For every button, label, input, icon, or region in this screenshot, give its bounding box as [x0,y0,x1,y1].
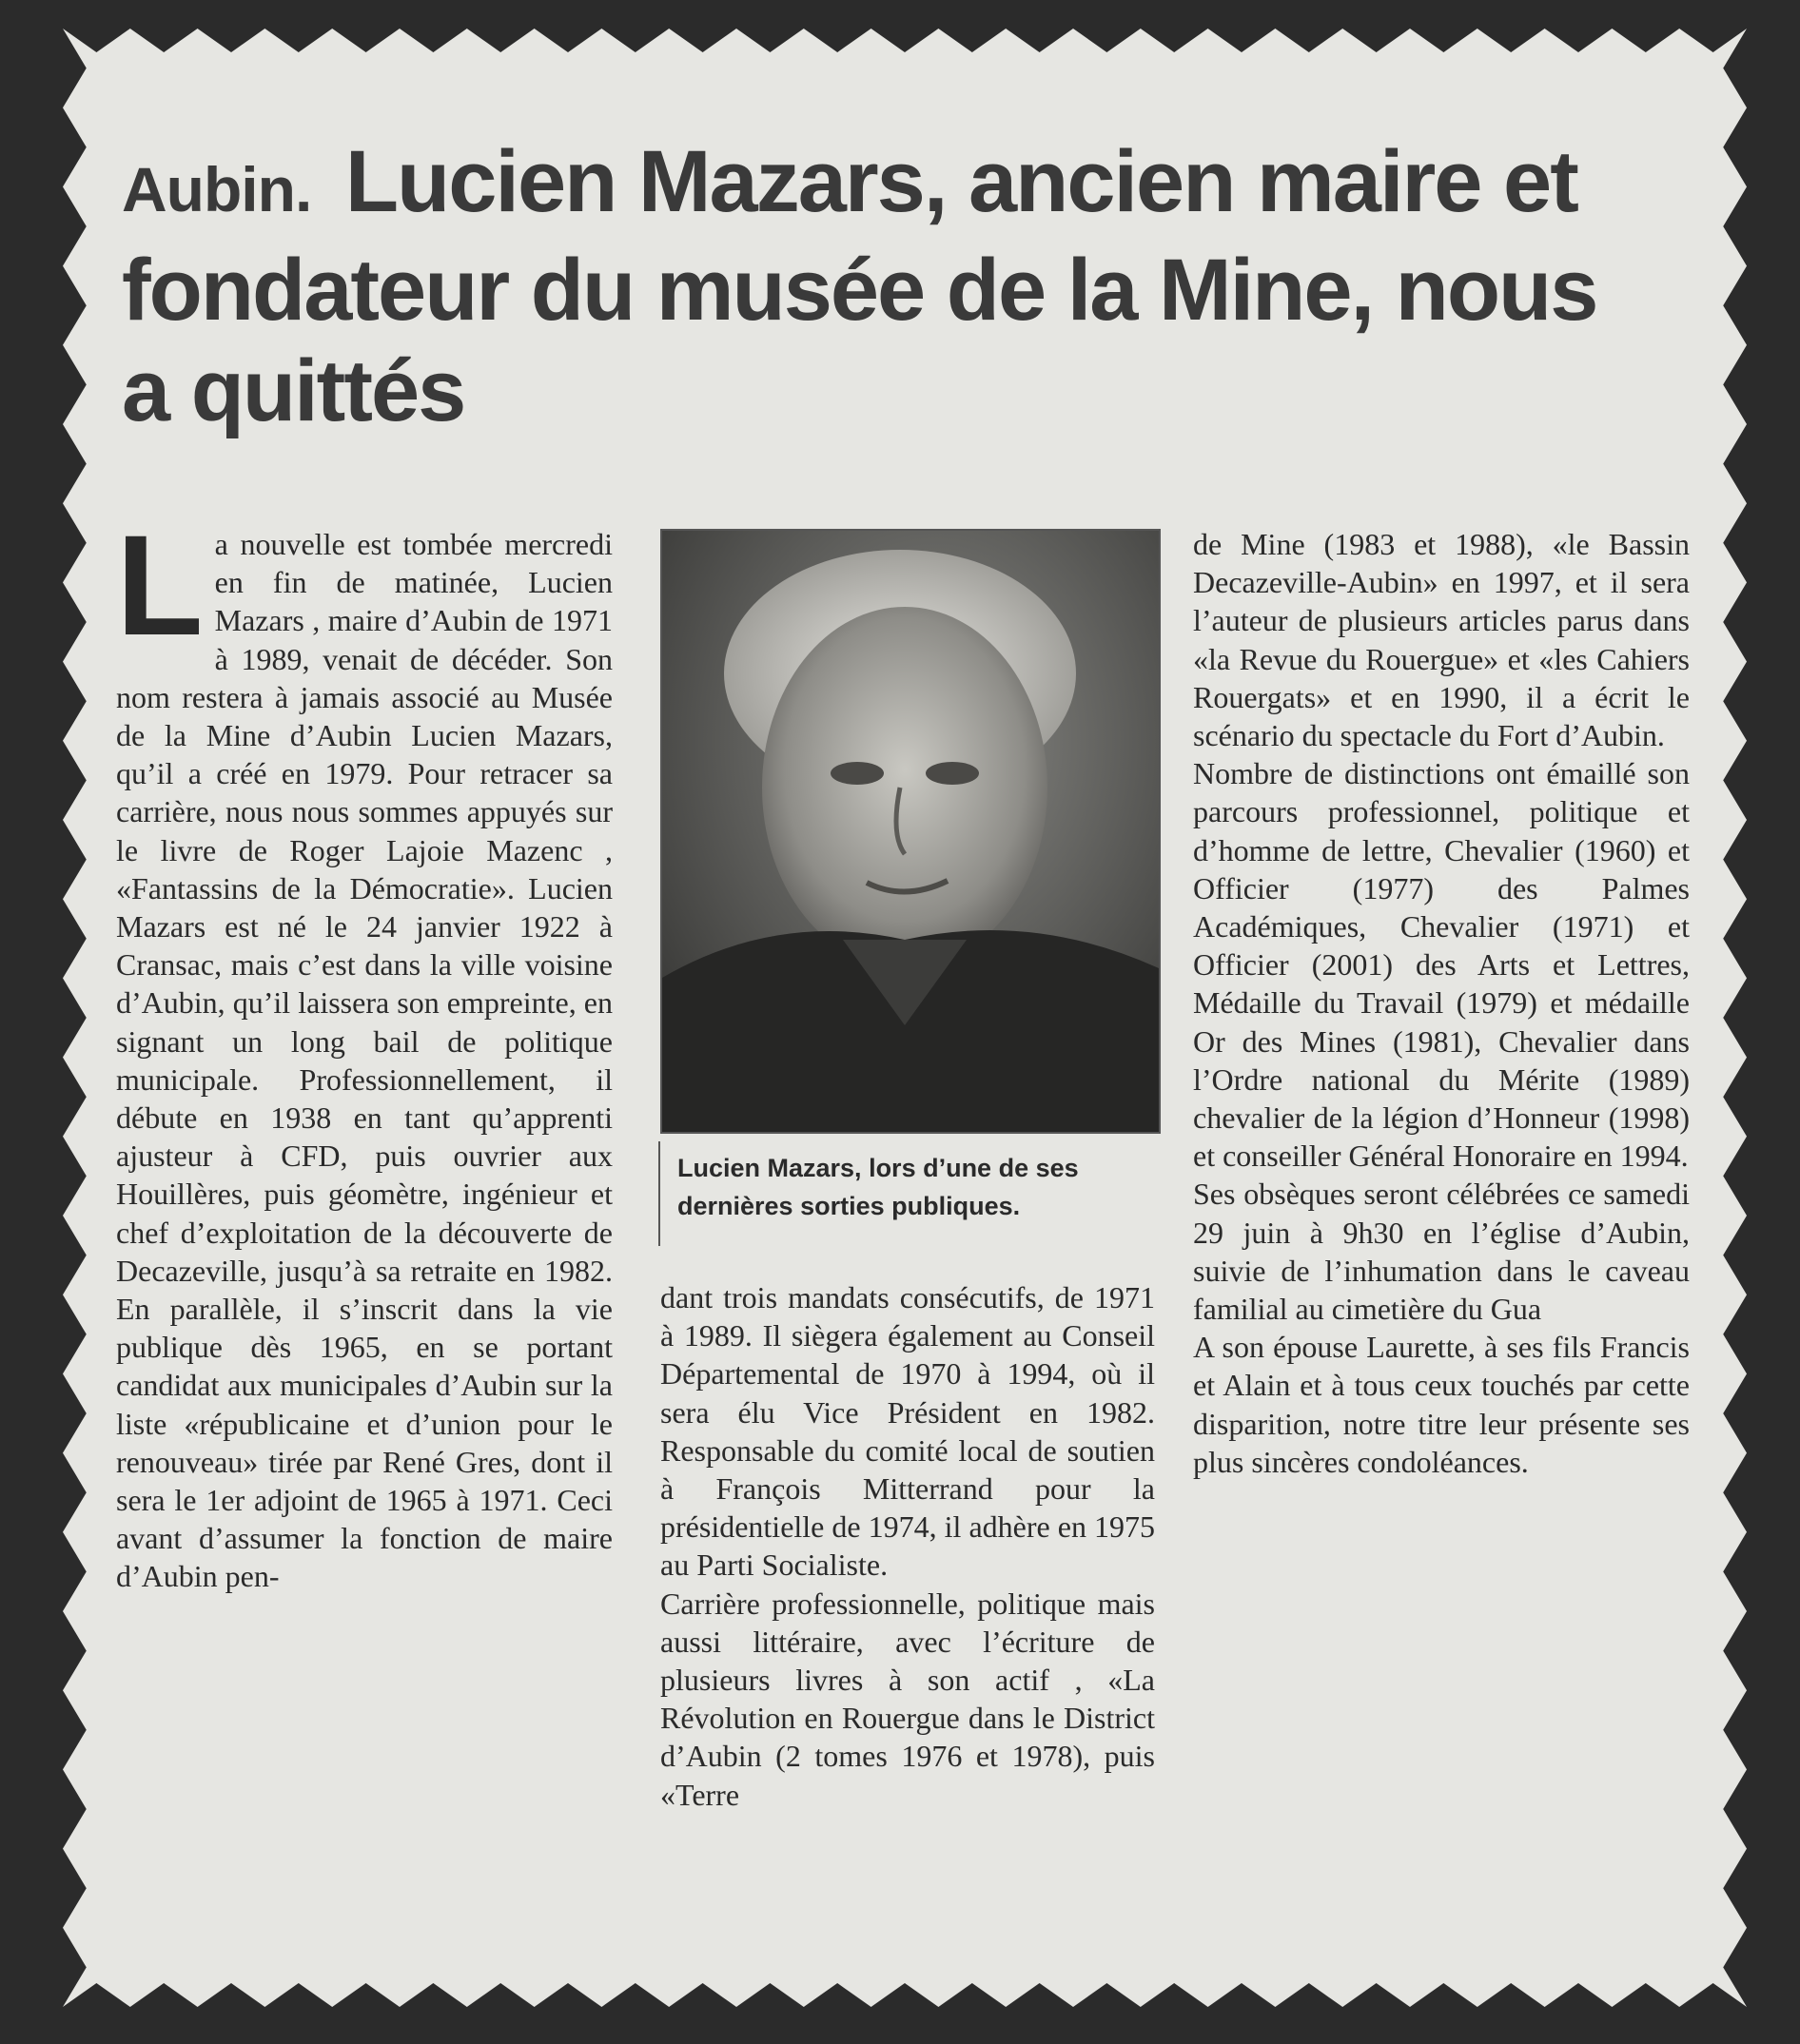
headline-title: Lucien Mazars, ancien maire et fondateur du musée de la Mine, nous a quittés [122,133,1597,439]
portrait-photo [660,529,1161,1134]
article-paragraph: de Mine (1983 et 1988), «le Bassin Decazeville-Aubin» en 1997, et il sera l’auteur de plusieurs articles parus dans «la Revue du Rouergue» et «les Cahiers Rouergats» et en 1990, il a écrit le scénario du spectacle du Fort d’Aubin. [1193,527,1690,753]
drop-cap: L [116,505,204,665]
portrait-image [662,531,1159,1132]
article-paragraph: a nouvelle est tombée mercredi en fin de matinée, Lucien Mazars , maire d’Aubin de 1971 à 1989, venait de décéder. Son nom restera à jamais associé au Musée de la Mine d’Aubin Lucien Mazars, qu’il a créé en 1979. Pour retracer sa carrière, nous nous sommes appuyés sur le livre de Roger Lajoie Mazenc , «Fantassins de la Démocratie». Lucien Mazars est né le 24 janvier 1922 à Cransac, mais c’est dans la ville voisine d’Aubin, qu’il laissera son empreinte, en signant un long bail de politique municipale. Professionnellement, il débute en 1938 en tant qu’apprenti ajusteur à CFD, puis ouvrier aux Houillères, puis géomètre, ingénieur et chef d’exploitation de la découverte de Decazeville, jusqu’à sa retraite en 1982. En parallèle, il s’inscrit dans la vie publique dès 1965, en se portant candidat aux municipales d’Aubin sur la liste «républicaine et d’union pour le renouveau» tirée par René Gres, dont il sera le 1er adjoint de 1965 à 1971. Ceci avant d’assumer la fonction de maire d’Aubin pen- [116,527,613,1594]
article-paragraph: Nombre de distinctions ont émaillé son parcours professionnel, politique et d’homme de lettre, Chevalier (1960) et Officier (1977) des Palmes Académiques, Chevalier (1971) et Officier (2001) des Arts et Lettres, Médaille du Travail (1979) et médaille Or des Mines (1981), Chevalier dans l’Ordre national du Mérite (1989) chevalier de la légion d’Honneur (1998) et conseiller Général Honoraire en 1994. [1193,756,1690,1174]
article-column-2 [660,1278,1155,1814]
caption-rule [658,1141,660,1246]
article-paragraph: A son épouse Laurette, à ses fils Francis et Alain et à tous ceux touchés par cette disparition, notre titre leur présente ses plus sincères condoléances. [1193,1330,1690,1479]
photo-caption: Lucien Mazars, lors d’une de ses dernières sorties publiques. [677,1154,1079,1220]
article-paragraph: Ses obsèques seront célébrées ce samedi 29 juin à 9h30 en l’église d’Aubin, suivie de l’inhumation dans le caveau familial au cimetière du Gua [1193,1177,1690,1327]
headline [122,131,1606,441]
headline-kicker: Aubin. [122,154,312,224]
article-paragraph: dant trois mandats consécutifs, de 1971 à 1989. Il siègera également au Conseil Départemental de 1970 à 1994, où il sera élu Vice Président en 1982. Responsable du comité local de soutien à François Mitterrand pour la présidentielle de 1974, il adhère en 1975 au Parti Socialiste. [660,1280,1155,1583]
article-column-1 [116,505,613,1596]
article-paragraph: Carrière professionnelle, politique mais aussi littéraire, avec l’écriture de plusieurs livres à son actif , «La Révolution en Rouergue dans le District d’Aubin (2 tomes 1976 et 1978), puis «Terre [660,1586,1155,1812]
article-column-3 [1193,525,1690,1481]
